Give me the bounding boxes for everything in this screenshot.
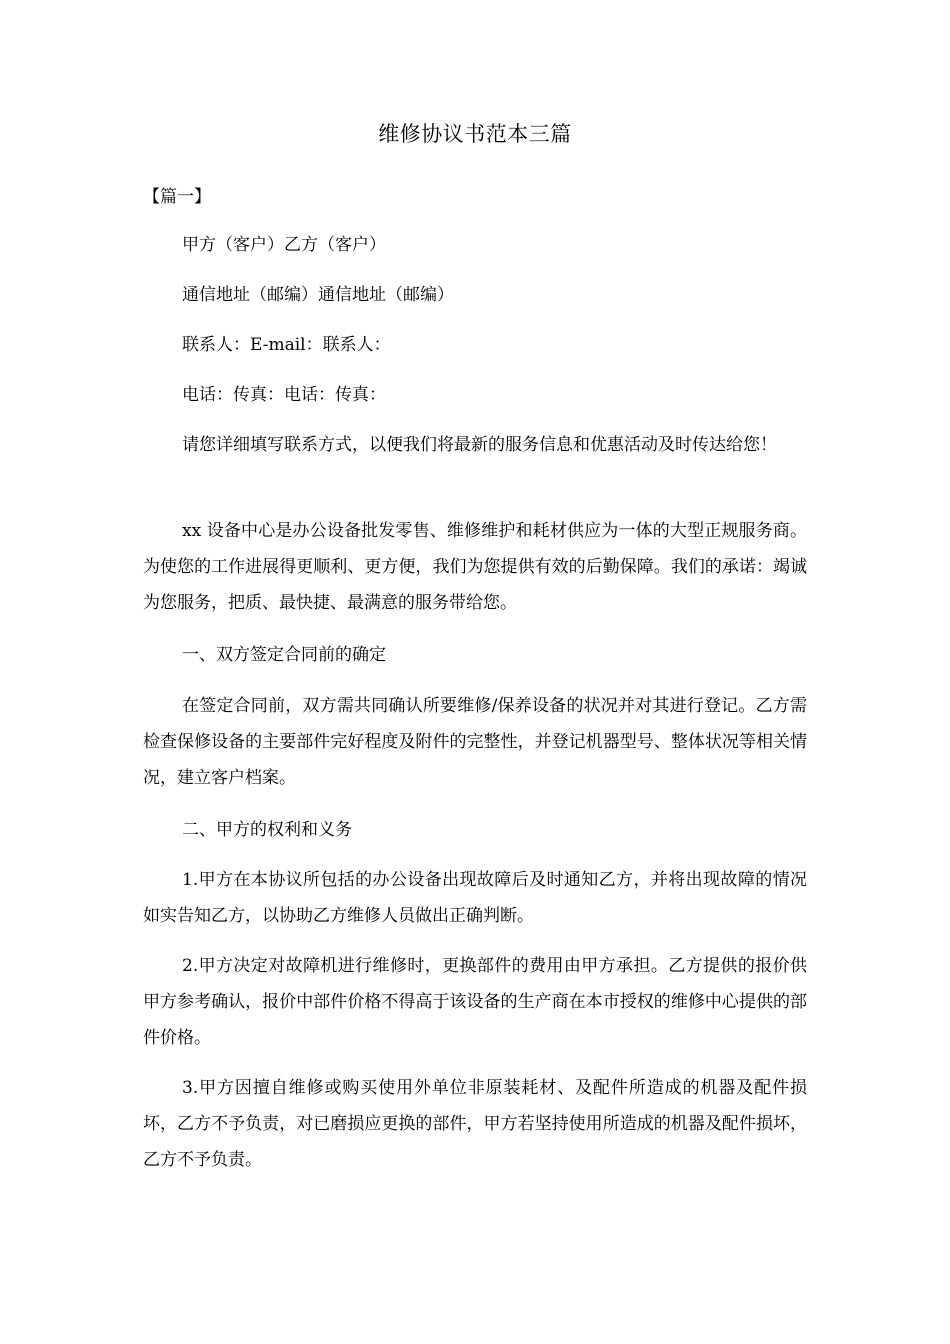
paragraph-request: 请您详细填写联系方式，以便我们将最新的服务信息和优惠活动及时传达给您！ <box>182 435 777 455</box>
paragraph-heading-1: 一、双方签定合同前的确定 <box>182 645 386 665</box>
paragraph-clause-2: 2.甲方决定对故障机进行维修时，更换部件的费用由甲方承担。乙方提供的报价供甲方参考确认，报价中部件价格不得高于该设备的生产商在本市授权的维修中心提供的部件价格。 <box>143 956 807 1048</box>
document-title: 维修协议书范本三篇 <box>378 122 572 146</box>
paragraph-clause-3: 3.甲方因擅自维修或购买使用外单位非原装耗材、及配件所造成的机器及配件损坏，乙方不予负责，对已磨损应更换的部件，甲方若坚持使用所造成的机器及配件损坏，乙方不予负责。 <box>143 1078 807 1170</box>
section-label: 【篇一】 <box>143 187 211 207</box>
paragraph-company-intro: xx 设备中心是办公设备批发零售、维修维护和耗材供应为一体的大型正规服务商。为使您的工作进展得更顺利、更方便，我们为您提供有效的后勤保障。我们的承诺：竭诚为您服务，把质、最快捷、最满意的服务带给您。 <box>143 521 807 613</box>
paragraph-contact: 联系人：E-mail：联系人： <box>182 335 391 355</box>
paragraph-phone: 电话：传真：电话：传真： <box>182 385 386 405</box>
paragraph-clause-1: 1.甲方在本协议所包括的办公设备出现故障后及时通知乙方，并将出现故障的情况如实告知乙方，以协助乙方维修人员做出正确判断。 <box>143 870 807 926</box>
paragraph-address: 通信地址（邮编）通信地址（邮编） <box>182 285 454 305</box>
paragraph-heading-2: 二、甲方的权利和义务 <box>182 820 352 840</box>
paragraph-pre-contract: 在签定合同前，双方需共同确认所要维修/保养设备的状况并对其进行登记。乙方需检查保修设备的主要部件完好程度及附件的完整性，并登记机器型号、整体状况等相关情况，建立客户档案。 <box>143 696 807 788</box>
paragraph-parties: 甲方（客户）乙方（客户） <box>182 235 386 255</box>
